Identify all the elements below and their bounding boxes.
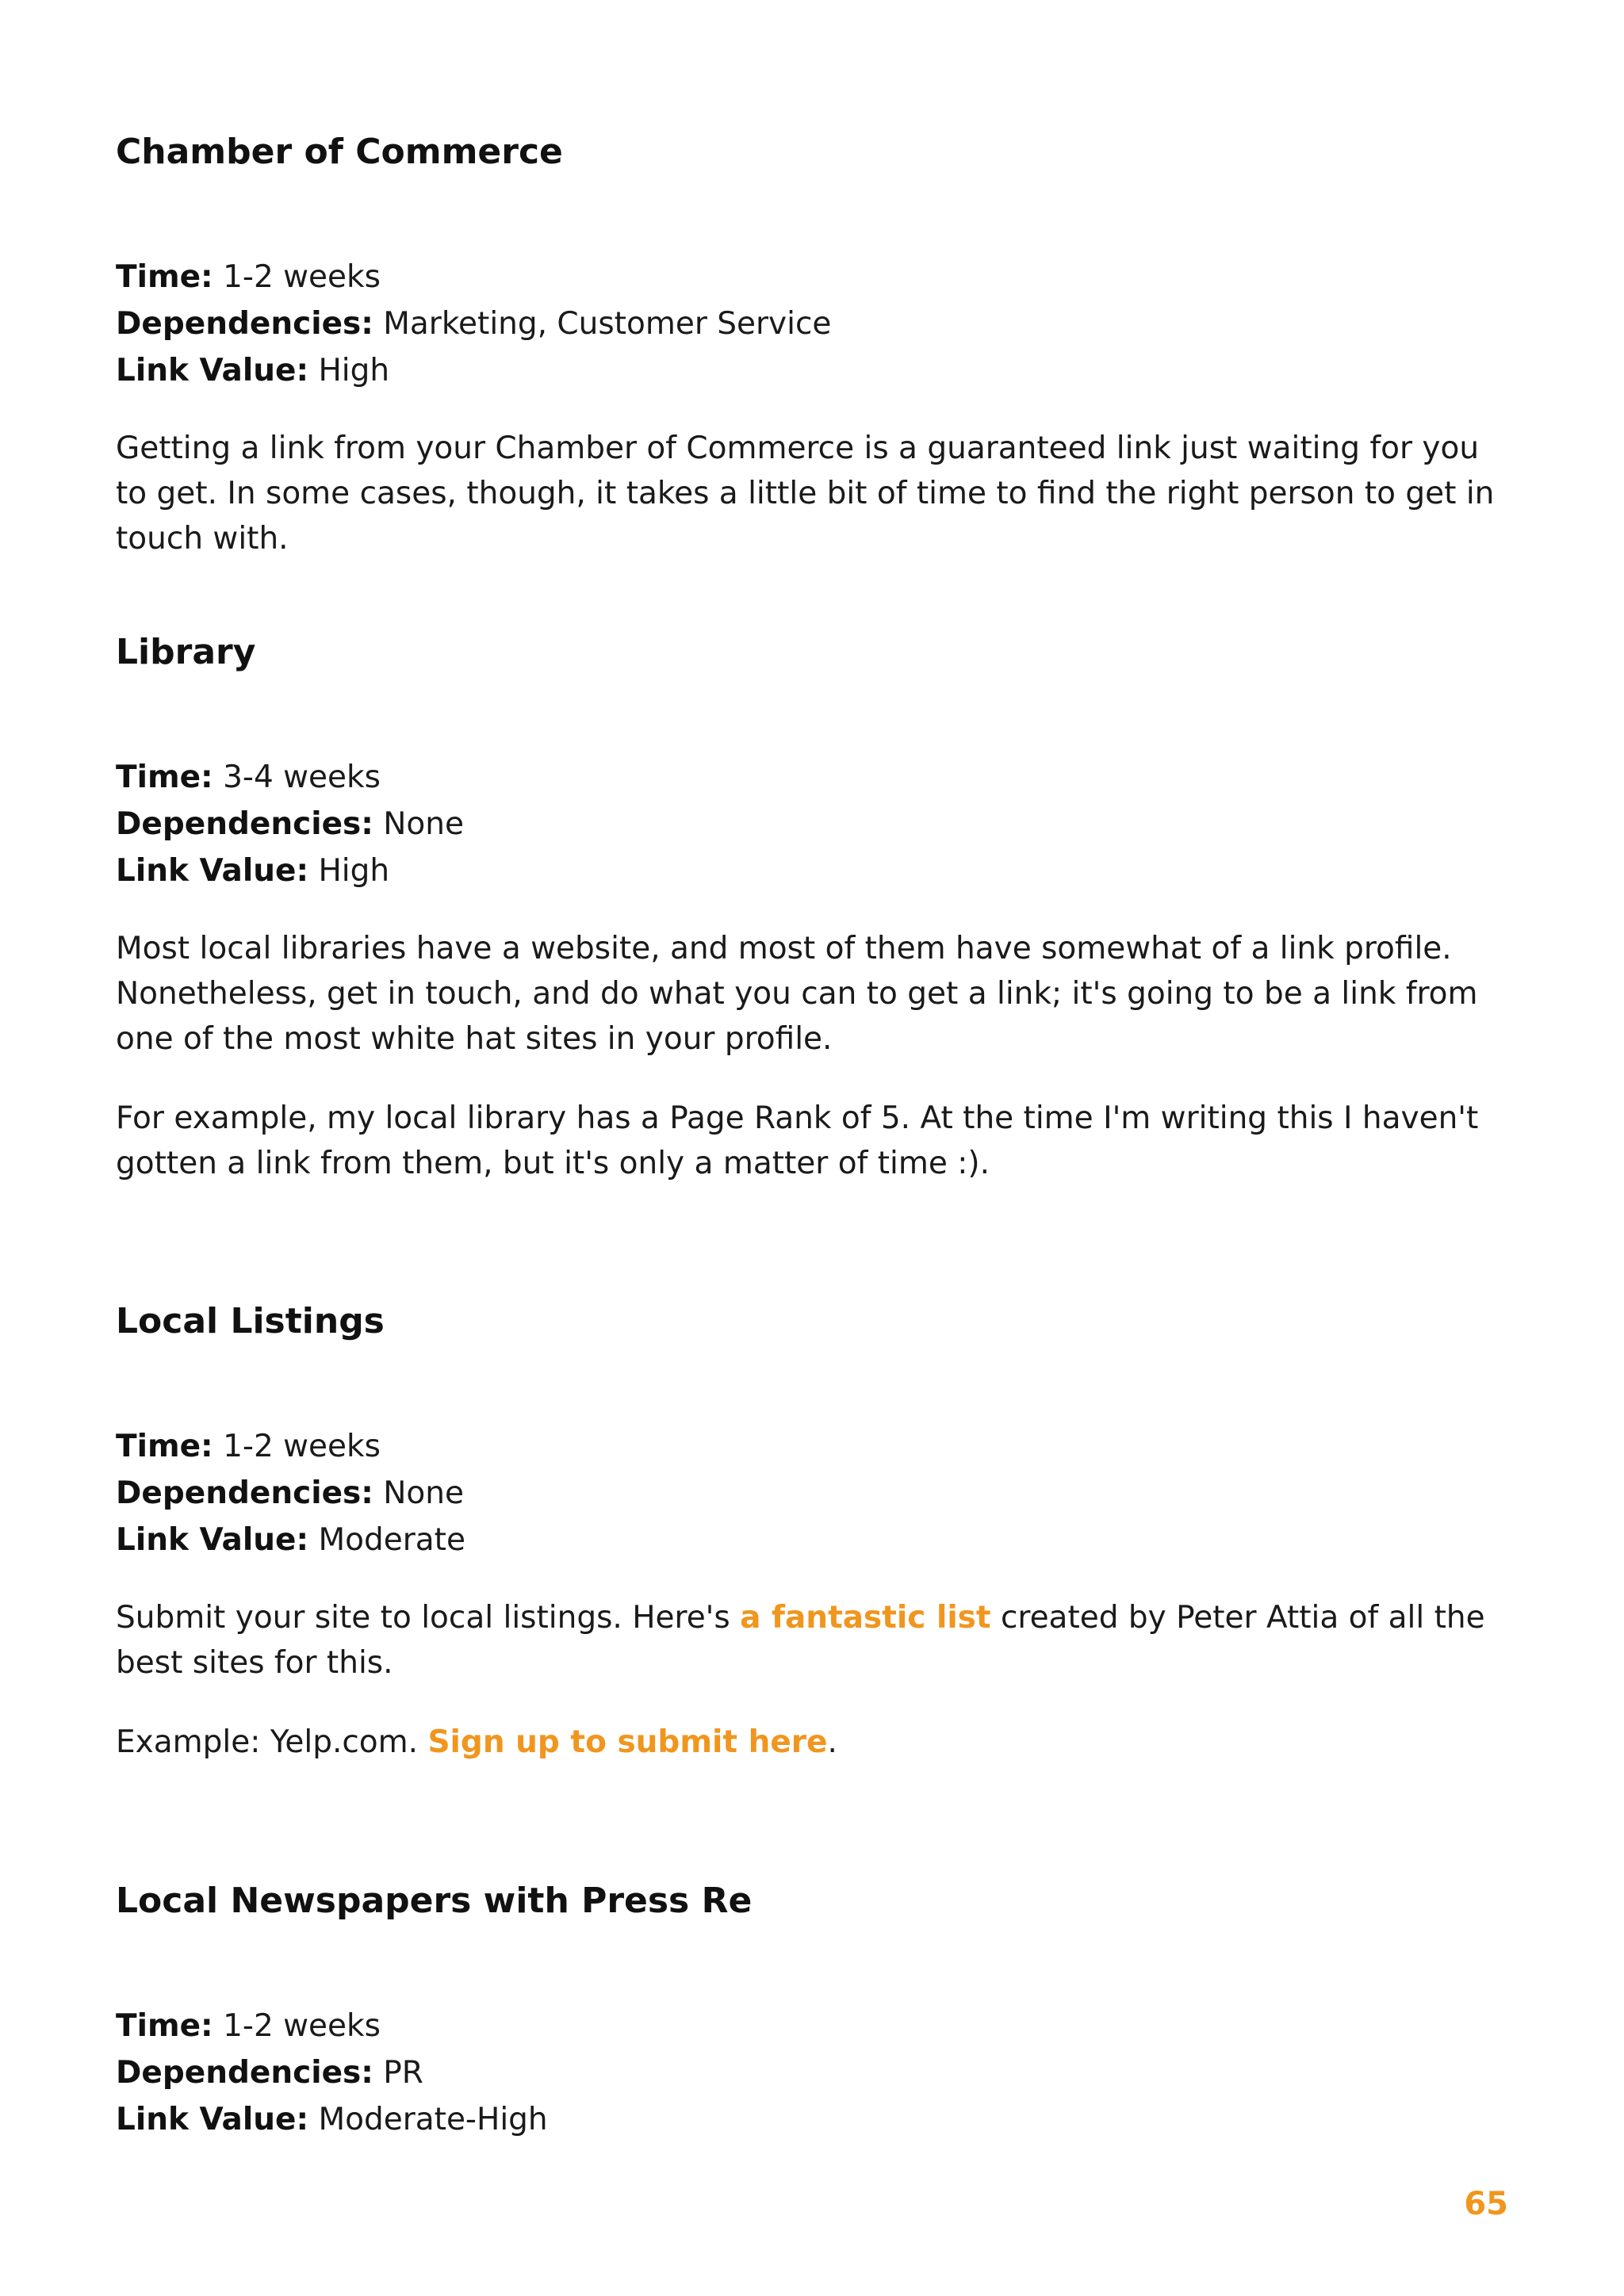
section-meta bbox=[116, 1423, 1511, 1563]
paragraph-text: . bbox=[827, 1724, 837, 1760]
section-meta bbox=[116, 2003, 1511, 2143]
time-line bbox=[116, 2003, 1511, 2049]
link-value-value: High bbox=[318, 853, 390, 889]
link-value-line bbox=[116, 2096, 1511, 2143]
time-label: Time: bbox=[116, 2008, 213, 2044]
dependencies-value: Marketing, Customer Service bbox=[383, 306, 832, 342]
link-value-label: Link Value: bbox=[116, 1522, 309, 1558]
link-value-line bbox=[116, 347, 1511, 394]
fantastic-list-link[interactable]: a fantastic list bbox=[740, 1600, 991, 1636]
link-value-value: Moderate-High bbox=[318, 2102, 548, 2137]
link-value-value: High bbox=[318, 353, 390, 388]
link-value-value: Moderate bbox=[318, 1522, 465, 1558]
paragraph-text: created by Peter Attia of all the best sites for this. bbox=[116, 1600, 1485, 1681]
section-title: Local Listings bbox=[116, 1301, 385, 1341]
time-line bbox=[116, 754, 1511, 801]
dependencies-line bbox=[116, 1470, 1511, 1517]
link-value-label: Link Value: bbox=[116, 353, 309, 388]
body-paragraph: Most local libraries have a website, and most of them have somewhat of a link profile. Nonetheless, get in touch, and do what you can to get a link; it's going to be a link from one of the most white hat sites in your profile. bbox=[116, 931, 1478, 1057]
time-label: Time: bbox=[116, 760, 213, 795]
section-title: Chamber of Commerce bbox=[116, 132, 563, 172]
time-value: 1-2 weeks bbox=[223, 259, 381, 295]
dependencies-label: Dependencies: bbox=[116, 1475, 373, 1511]
dependencies-value: None bbox=[383, 1475, 464, 1511]
dependencies-label: Dependencies: bbox=[116, 806, 373, 842]
paragraph-text: Example: Yelp.com. bbox=[116, 1724, 428, 1760]
dependencies-label: Dependencies: bbox=[116, 2055, 373, 2091]
link-value-line bbox=[116, 848, 1511, 894]
time-label: Time: bbox=[116, 259, 213, 295]
section-title: Local Newspapers with Press Re bbox=[116, 1881, 753, 1921]
sign-up-link[interactable]: Sign up to submit here bbox=[427, 1724, 828, 1760]
time-line bbox=[116, 1423, 1511, 1470]
time-value: 1-2 weeks bbox=[223, 2008, 381, 2044]
dependencies-line bbox=[116, 801, 1511, 848]
section-title: Library bbox=[116, 632, 256, 672]
dependencies-value: PR bbox=[383, 2055, 423, 2091]
time-value: 3-4 weeks bbox=[223, 760, 381, 795]
dependencies-line bbox=[116, 300, 1511, 347]
paragraph-text: Submit your site to local listings. Here's bbox=[116, 1600, 741, 1636]
dependencies-label: Dependencies: bbox=[116, 306, 373, 342]
link-value-label: Link Value: bbox=[116, 2102, 309, 2137]
dependencies-line bbox=[116, 2049, 1511, 2096]
time-line bbox=[116, 254, 1511, 300]
page-number: 65 bbox=[1464, 2186, 1508, 2222]
time-value: 1-2 weeks bbox=[223, 1429, 381, 1464]
time-label: Time: bbox=[116, 1429, 213, 1464]
body-paragraph: Getting a link from your Chamber of Commerce is a guaranteed link just waiting for you to get. In some cases, though, it takes a little bit of time to find the right person to get in touch with. bbox=[116, 430, 1495, 557]
body-paragraph bbox=[116, 1595, 1511, 1686]
section-meta bbox=[116, 254, 1511, 394]
body-paragraph: For example, my local library has a Page Rank of 5. At the time I'm writing this I haven't gotten a link from them, but it's only a matter of time :). bbox=[116, 1100, 1479, 1181]
link-value-line bbox=[116, 1517, 1511, 1563]
dependencies-value: None bbox=[383, 806, 464, 842]
link-value-label: Link Value: bbox=[116, 853, 309, 889]
section-meta bbox=[116, 754, 1511, 894]
body-paragraph bbox=[116, 1720, 1511, 1765]
